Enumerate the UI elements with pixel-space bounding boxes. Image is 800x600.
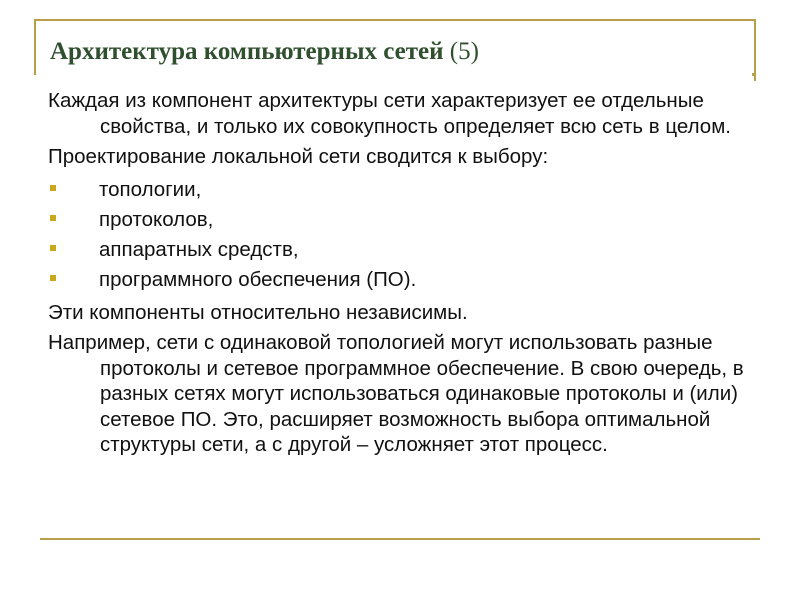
- paragraph-independence: Эти компоненты относительно независимы.: [48, 300, 468, 324]
- list-item-text: программного обеспечения (ПО).: [99, 267, 417, 291]
- bullet-list: [48, 175, 768, 295]
- slide-content: [48, 88, 768, 463]
- list-item: [48, 265, 768, 295]
- frame-corner-mark: [752, 73, 755, 76]
- list-item-text: аппаратных средств,: [99, 237, 299, 261]
- slide-title-text: Архитектура компьютерных сетей: [50, 38, 444, 65]
- slide-title-number: (5): [449, 38, 479, 65]
- paragraph-design: Проектирование локальной сети сводится к выбору:: [48, 145, 549, 168]
- bullet-square-icon: [50, 215, 56, 221]
- bullet-square-icon: [50, 245, 56, 251]
- bottom-divider: [40, 538, 760, 540]
- paragraph-example: Например, сети с одинаковой топологией могут использовать разные протоколы и сетевое программное обеспечение. В свою очередь, в разных сетях могут использоваться одинаковые протоколы и (или) сетевое ПО. Это, расширяет возможность выбора оптимальной структуры сети, а с другой – усложняет этот процесс.: [48, 331, 744, 456]
- list-item: [48, 205, 768, 235]
- paragraph-intro: Каждая из компонент архитектуры сети характеризует ее отдельные свойства, и только их совокупность определяет всю сеть в целом.: [48, 89, 731, 138]
- list-item-text: протоколов,: [99, 207, 214, 231]
- slide-title: [50, 38, 479, 66]
- bullet-square-icon: [50, 185, 56, 191]
- list-item: [48, 175, 768, 205]
- list-item-text: топологии,: [99, 177, 202, 201]
- title-frame-left-edge: [34, 19, 36, 75]
- list-item: [48, 235, 768, 265]
- bullet-square-icon: [50, 275, 56, 281]
